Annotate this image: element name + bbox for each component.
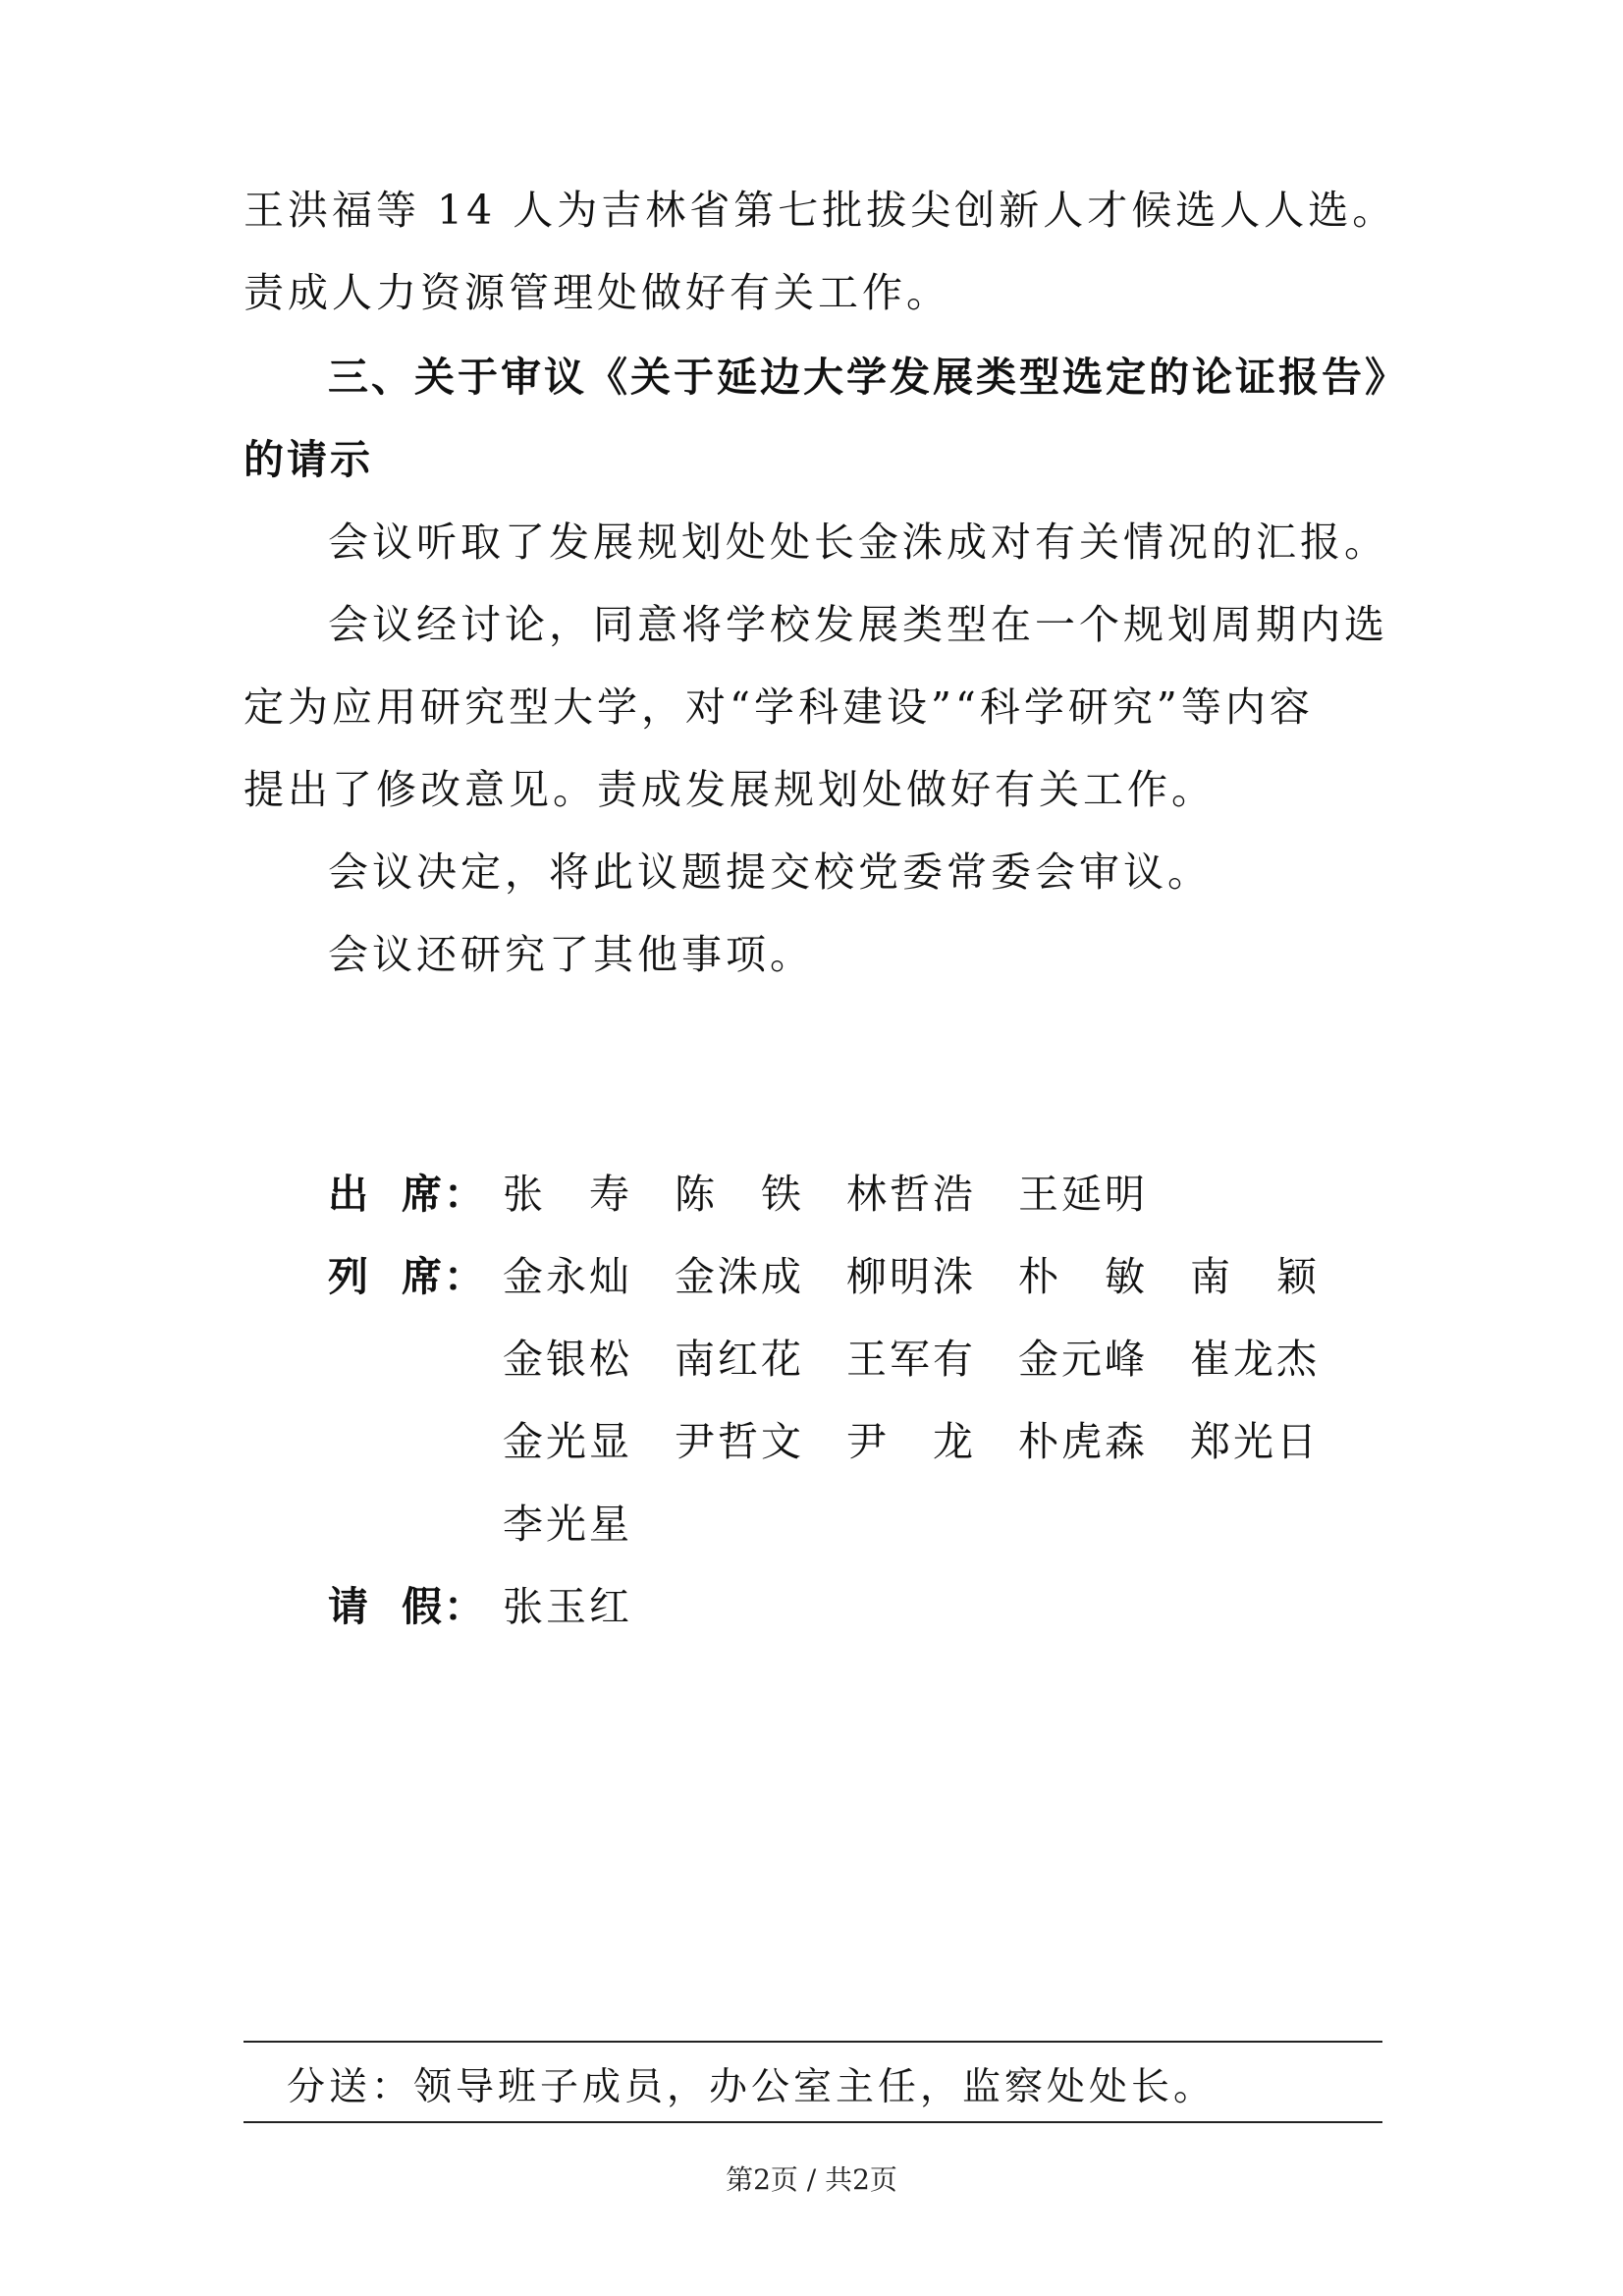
paragraph-line: 王洪福等 14 人为吉林省第七批拔尖创新人才候选人人选。 (243, 187, 1397, 234)
attending-label-colon: ： (444, 1253, 484, 1300)
attending-name: 朴虎森 (1018, 1418, 1148, 1465)
attending-name: 南红花 (675, 1336, 804, 1383)
leave-label-char: 请 (328, 1583, 368, 1630)
present-name: 林哲浩 (846, 1171, 976, 1218)
attending-name: 王军有 (846, 1336, 976, 1383)
paragraph-line: 定为应用研究型大学，对“学科建设”“科学研究”等内容 (243, 683, 1314, 731)
attending-label-char: 席 (402, 1253, 442, 1300)
attending-name: 金永灿 (503, 1253, 632, 1300)
attending-name: 金银松 (503, 1336, 632, 1383)
attending-name: 金洙成 (675, 1253, 804, 1300)
attending-name: 李光星 (503, 1501, 632, 1548)
paragraph-line: 会议听取了发展规划处处长金洙成对有关情况的汇报。 (328, 519, 1388, 566)
distribution-list: 分送：领导班子成员，办公室主任，监察处处长。 (287, 2065, 1217, 2109)
present-name: 张 寿 (503, 1171, 632, 1218)
attending-name: 柳明洙 (846, 1253, 976, 1300)
present-name: 陈 铁 (675, 1171, 804, 1218)
attending-name: 崔龙杰 (1190, 1336, 1320, 1383)
paragraph-line: 提出了修改意见。责成发展规划处做好有关工作。 (243, 766, 1216, 813)
attending-name: 南 颖 (1190, 1253, 1320, 1300)
page-number: 第2页 / 共2页 (726, 2163, 897, 2196)
bottom-rule (243, 2121, 1382, 2123)
present-label-char: 出 (328, 1171, 368, 1218)
attending-name: 金元峰 (1018, 1336, 1148, 1383)
present-label-colon: ： (444, 1171, 484, 1218)
leave-label-colon: ： (444, 1583, 484, 1630)
paragraph-line: 会议还研究了其他事项。 (328, 931, 814, 978)
attending-label-char: 列 (328, 1253, 368, 1300)
attending-name: 尹哲文 (675, 1418, 804, 1465)
attending-name: 尹 龙 (846, 1418, 976, 1465)
paragraph-line: 会议决定，将此议题提交校党委常委会审议。 (328, 848, 1212, 896)
top-rule (243, 2041, 1382, 2043)
paragraph-line: 会议经讨论，同意将学校发展类型在一个规划周期内选 (328, 601, 1388, 648)
attending-name: 郑光日 (1190, 1418, 1320, 1465)
attending-name: 金光显 (503, 1418, 632, 1465)
section-heading: 三、关于审议《关于延边大学发展类型选定的论证报告》 (328, 354, 1408, 401)
present-name: 王延明 (1018, 1171, 1148, 1218)
section-heading-continued: 的请示 (243, 436, 373, 483)
attending-name: 朴 敏 (1018, 1253, 1148, 1300)
leave-name: 张玉红 (503, 1583, 632, 1630)
paragraph-line: 责成人力资源管理处做好有关工作。 (243, 269, 950, 316)
present-label-char: 席 (402, 1171, 442, 1218)
leave-label-char: 假 (402, 1583, 442, 1630)
